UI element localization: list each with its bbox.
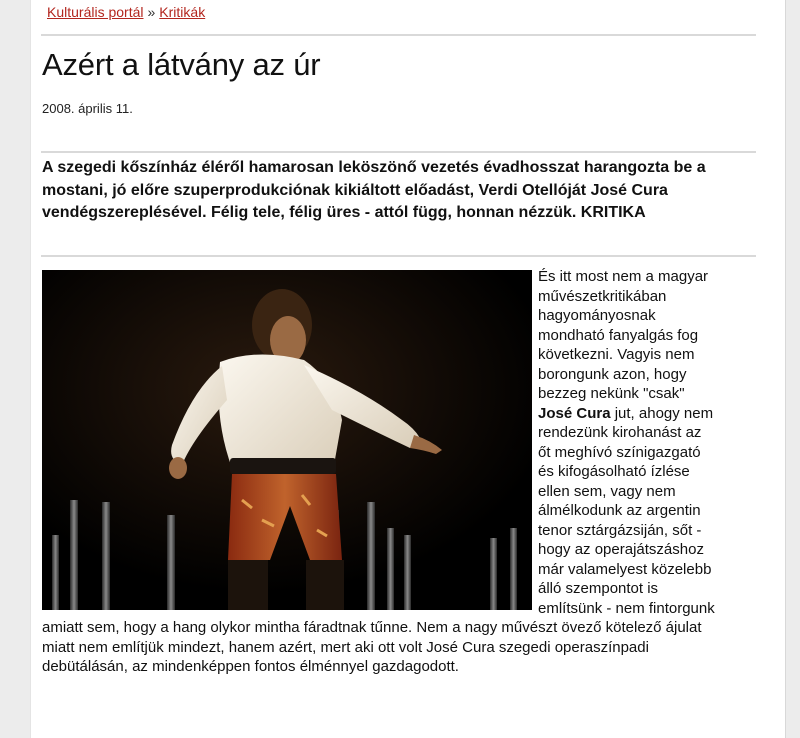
body-text-part1: És itt most nem a magyar művészetkritikában hagyományosnak mondható fanyalgás fog következni. Vagyis nem borongunk azon, hogy bezzeg nekünk "csak" bbox=[538, 268, 709, 402]
lead-top-divider bbox=[41, 151, 756, 153]
header-divider bbox=[41, 34, 756, 36]
article-page bbox=[30, 0, 786, 738]
breadcrumb-section-link[interactable]: Kritikák bbox=[159, 4, 206, 20]
breadcrumb bbox=[47, 4, 205, 20]
article-photo bbox=[42, 270, 532, 610]
body-text-part2: jut, ahogy nem rendezünk kirohanást az őt meghívó színigazgató és kifogásolható ízlése ellen sem, vagy nem álmélkodunk az argentin tenor sztárgázsiján, sőt - hogy az operajátszáshoz már valamelyest közelebb álló szempontot is említsünk - nem fintorgunk amiatt sem, hogy a hang olykor mintha fáradtnak tűnne. Nem a nagy művészt övező kötelező ájulat miatt nem említjük mindezt, hanem azért, mert aki ott volt José Cura szegedi operaszínpadi debütálásán, az mindenképpen fontos élménnyel gazdagodott. bbox=[42, 404, 715, 675]
article-title: Azért a látvány az úr bbox=[42, 47, 321, 82]
breadcrumb-home-link[interactable]: Kulturális portál bbox=[47, 4, 144, 20]
article-date: 2008. április 11. bbox=[42, 101, 133, 116]
lead-bottom-divider bbox=[41, 255, 756, 257]
article-body bbox=[42, 267, 717, 677]
breadcrumb-separator: » bbox=[147, 4, 156, 20]
body-highlight-name: José Cura bbox=[538, 404, 611, 422]
article-lead: A szegedi kőszínház éléről hamarosan leköszönő vezetés évadhosszat harangozta be a mostani, jó előre szuperprodukciónak kikiáltott előadást, Verdi Otellóját José Cura vendégszereplésével. Félig tele, félig üres - attól függ, honnan nézzük. KRITIKA bbox=[42, 159, 706, 221]
